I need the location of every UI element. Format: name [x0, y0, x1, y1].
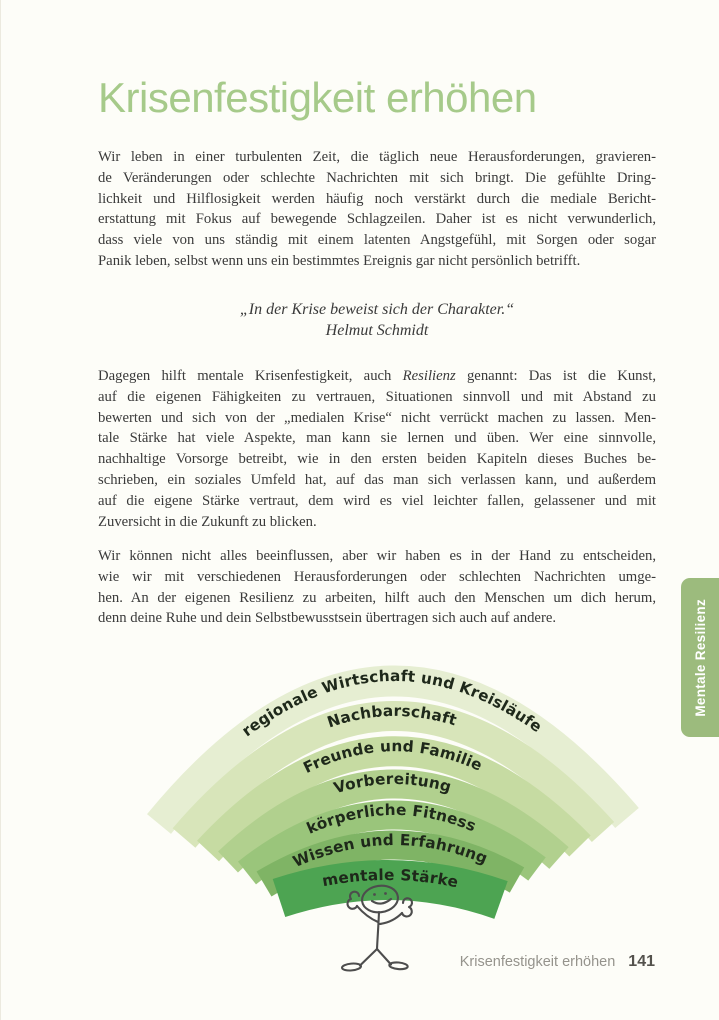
- fan-band-label: Wissen und Erfahrung: [290, 830, 491, 871]
- stick-figure-body: [377, 912, 379, 949]
- text-line: dass viele von uns ständig mit einem latenten Angstgefühl, mit Sorgen oder sogar: [98, 232, 656, 249]
- fan-band-label: Freunde und Familie: [300, 737, 486, 777]
- chapter-tab-mentale-resilienz: [681, 578, 719, 737]
- text-line: nachhaltige Vorsorge betreibt, wie in den ersten beiden Kapiteln dieses Buches be-: [98, 451, 656, 468]
- stick-figure-foot-left: [342, 963, 362, 971]
- text-line: Wir können nicht alles beeinflussen, aber wir haben es in der Hand zu entscheiden,: [98, 548, 656, 564]
- resilience-fan-diagram: [1, 0, 719, 1020]
- chapter-tab-label: Mentale Resilienz: [692, 598, 708, 717]
- text-line: denn deine Ruhe und dein Selbstbewusstsein übertragen sich auch auf andere.: [98, 610, 557, 627]
- fan-band-label: mentale Stärke: [320, 865, 460, 892]
- text-line: bewerten und sich von der „medialen Krise“ nicht verrückt machen zu lassen. Men-: [98, 409, 656, 426]
- stick-figure-eye: [384, 892, 387, 895]
- text-line: auf die eigene Stärke vertraut, dem wird es viel leichter fallen, gelassener und mit: [98, 492, 656, 509]
- footer-page-number: 141: [628, 953, 655, 970]
- page-title: Krisenfestigkeit erhöhen: [98, 74, 537, 121]
- fan-band-label: Nachbarschaft: [324, 701, 459, 732]
- page-footer: [460, 953, 655, 971]
- stick-figure-hand-right: [402, 898, 412, 916]
- fan-band-label: regionale Wirtschaft und Kreisläufe: [238, 666, 546, 741]
- text-line: Dagegen hilft mentale Krisenfestigkeit, auch Resilienz genannt: Das ist die Kunst,: [98, 368, 656, 384]
- text-line: Panik leben, selbst wenn uns ein bestimmtes Ereignis gar nicht persönlich betrifft.: [98, 252, 581, 269]
- stick-figure-leg-right: [377, 949, 391, 965]
- fan-band-label: Vorbereitung: [331, 769, 454, 798]
- text-line: de Veränderungen oder schlechte Nachrichten mit sich bringt. Die gefühlte Dring-: [98, 169, 656, 186]
- text-line: lichkeit und Hilflosigkeit werden häufig noch verstärkt durch die mediale Bericht-: [98, 190, 656, 207]
- text-line: wie wir mit verschiedenen Herausforderungen oder schlechten Nachrichten umge-: [98, 568, 656, 585]
- stick-figure-leg-left: [360, 949, 377, 966]
- emphasized-word: Resilienz: [402, 368, 456, 384]
- quote-text: „In der Krise beweist sich der Charakter.“: [239, 301, 515, 318]
- stick-figure-eye: [373, 893, 376, 896]
- text-line: auf die eigenen Fähigkeiten zu vertrauen, Situationen sinnvoll und mit Abstand zu: [98, 388, 656, 405]
- text-line: tale Stärke hat viele Aspekte, man kann sie lernen und üben. Wer eine sinnvolle,: [98, 430, 656, 447]
- text-line: Zuversicht in die Zukunft zu blicken.: [98, 513, 317, 530]
- text-line: erstattung mit Fokus auf bewegende Schlagzeilen. Daher ist es nicht verwunderlich,: [98, 211, 656, 228]
- fan-band-label: körperliche Fitness: [303, 800, 479, 838]
- text-line: hen. An der eigenen Resilienz zu arbeiten, hilft auch den Menschen um dich herum,: [98, 589, 656, 606]
- footer-chapter-title: Krisenfestigkeit erhöhen: [459, 954, 616, 970]
- text-line: Wir leben in einer turbulenten Zeit, die täglich neue Herausforderungen, gravieren-: [98, 149, 656, 165]
- text-line: schrieben, ein soziales Umfeld hat, auf das man sich verlassen kann, und außerdem: [98, 471, 656, 488]
- stick-figure-arm-right: [380, 913, 403, 924]
- quote-author: Helmut Schmidt: [325, 322, 429, 339]
- stick-figure-foot-right: [389, 962, 408, 970]
